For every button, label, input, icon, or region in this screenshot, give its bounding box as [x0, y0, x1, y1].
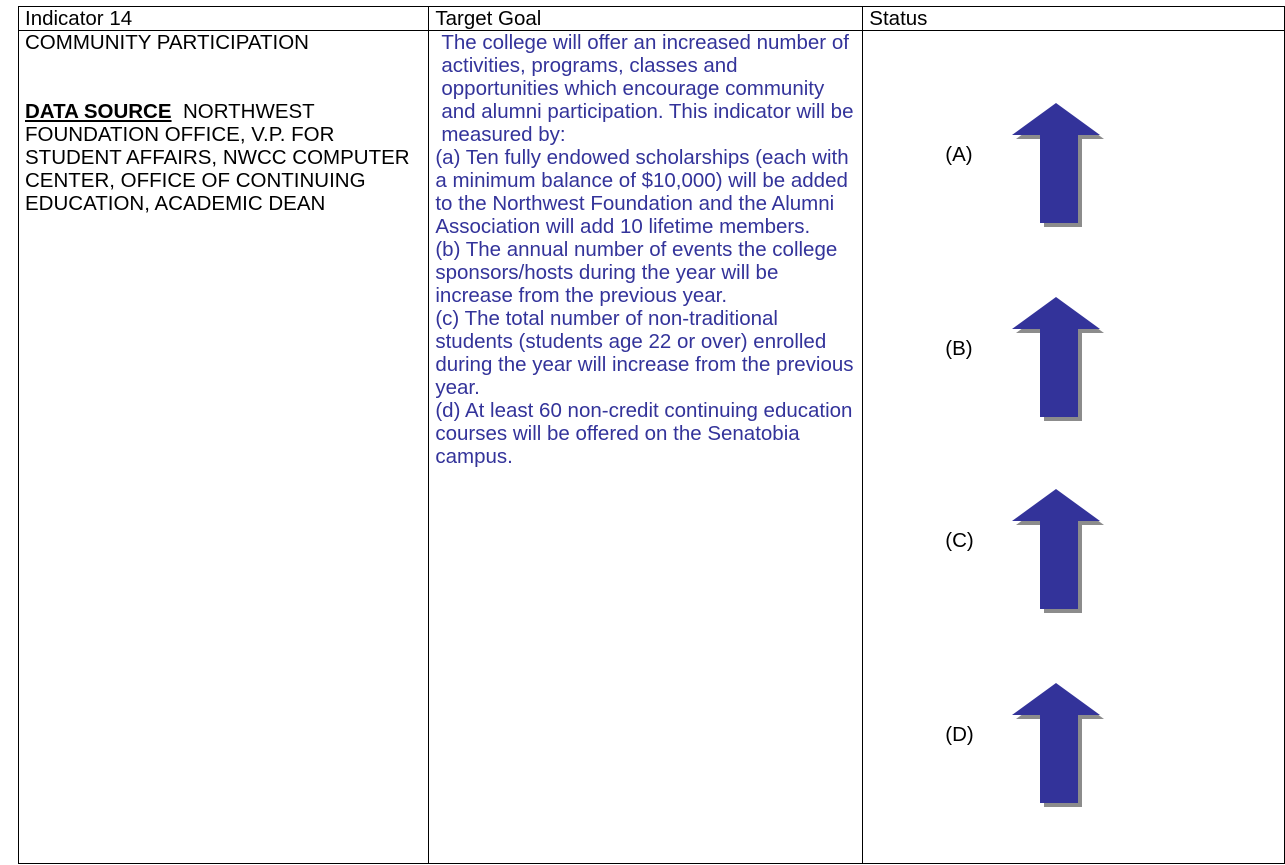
status-label-a: (A)	[945, 143, 973, 166]
goal-item-c: (c) The total number of non-traditional students (students age 22 or over) enrolled during the year will increase from the previous year.	[435, 307, 854, 399]
up-arrow-icon	[1008, 297, 1106, 421]
status-item-b	[863, 337, 1284, 461]
header-status: Status	[863, 7, 1285, 31]
arrow-body	[1012, 683, 1100, 803]
goal-intro: The college will offer an increased number of activities, programs, classes and opportunities which encourage community and alumni participation. This indicator will be measured by:	[441, 31, 854, 146]
status-label-d: (D)	[945, 723, 974, 746]
table-body-row	[19, 31, 1285, 864]
indicator-name: COMMUNITY PARTICIPATION	[25, 31, 309, 54]
status-item-a	[863, 143, 1284, 267]
up-arrow-icon	[1008, 103, 1106, 227]
header-indicator: Indicator 14	[19, 7, 429, 31]
up-arrow-icon	[1008, 489, 1106, 613]
target-goal-cell	[429, 31, 863, 864]
spacer	[25, 54, 422, 100]
header-target-goal: Target Goal	[429, 7, 863, 31]
arrow-body	[1012, 489, 1100, 609]
indicator-cell	[19, 31, 429, 864]
goal-item-a: (a) Ten fully endowed scholarships (each with a minimum balance of $10,000) will be added to the Northwest Foundation and the Alumni Association will add 10 lifetime members.	[435, 146, 849, 238]
data-source-block	[25, 100, 410, 215]
arrow-body	[1012, 297, 1100, 417]
indicator-table	[18, 6, 1285, 864]
goal-item-b: (b) The annual number of events the college sponsors/hosts during the year will be increase from the previous year.	[435, 238, 838, 307]
status-cell	[863, 31, 1285, 864]
status-label-b: (B)	[945, 337, 973, 360]
data-source-label: DATA SOURCE	[25, 100, 172, 123]
arrow-body	[1012, 103, 1100, 223]
up-arrow-icon	[1008, 683, 1106, 807]
goal-item-d: (d) At least 60 non-credit continuing education courses will be offered on the Senatobia campus.	[435, 399, 853, 468]
status-item-d	[863, 723, 1284, 847]
table-header-row	[19, 7, 1285, 31]
status-label-c: (C)	[945, 529, 974, 552]
data-source-text: NORTHWEST FOUNDATION OFFICE, V.P. FOR STUDENT AFFAIRS, NWCC COMPUTER CENTER, OFFICE OF CONTINUING EDUCATION, ACADEMIC DEAN	[25, 100, 410, 215]
status-item-c	[863, 529, 1284, 653]
